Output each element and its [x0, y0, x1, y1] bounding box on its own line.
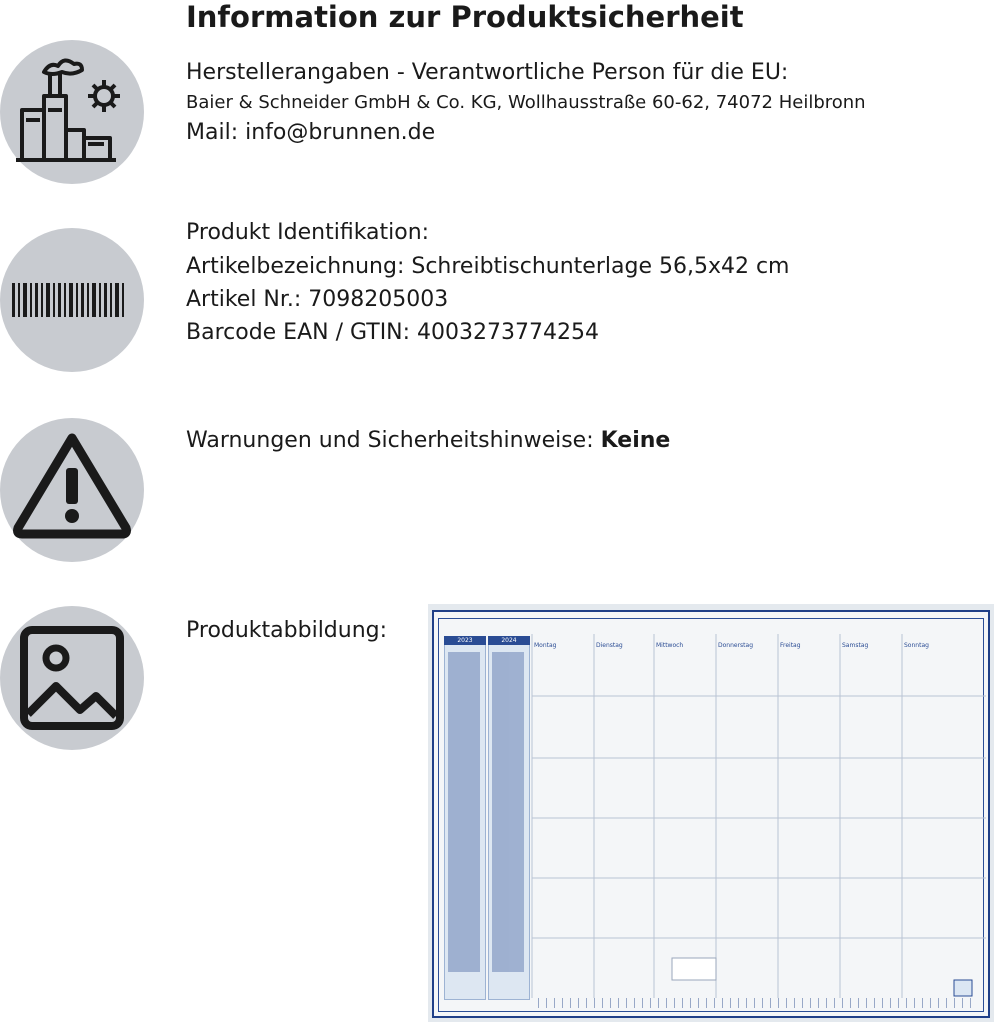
ruler	[538, 998, 978, 1008]
product-number: Artikel Nr.: 7098205003	[186, 287, 449, 312]
week-grid	[434, 612, 992, 1020]
day-label-5: Freitag	[780, 642, 801, 649]
image-icon-circle	[0, 606, 144, 750]
warnings-value: Keine	[600, 428, 671, 453]
product-image	[428, 604, 994, 1022]
product-id-heading: Produkt Identifikation:	[186, 220, 430, 245]
product-name: Artikelbezeichnung: Schreibtischunterlage 56,5x42 cm	[186, 254, 790, 279]
warnings-line	[186, 428, 670, 453]
manufacturer-mail: Mail: info@brunnen.de	[186, 120, 436, 145]
image-icon	[0, 606, 144, 750]
manufacturer-address: Baier & Schneider GmbH & Co. KG, Wollhausstraße 60-62, 74072 Heilbronn	[186, 92, 866, 113]
day-label-6: Samstag	[842, 642, 869, 649]
year-label-1: 2023	[444, 636, 486, 645]
manufacturer-heading: Herstellerangaben - Verantwortliche Person für die EU:	[186, 60, 789, 85]
image-section-label: Produktabbildung:	[186, 618, 388, 643]
desk-pad	[432, 610, 990, 1018]
day-label-1: Montag	[534, 642, 557, 649]
page-title: Information zur Produktsicherheit	[186, 0, 744, 34]
barcode-icon	[0, 228, 144, 372]
day-label-2: Dienstag	[596, 642, 623, 649]
warning-icon-circle	[0, 418, 144, 562]
factory-icon	[0, 40, 144, 184]
barcode-icon-circle	[0, 228, 144, 372]
product-barcode: Barcode EAN / GTIN: 4003273774254	[186, 320, 600, 345]
day-label-4: Donnerstag	[718, 642, 754, 649]
warnings-label: Warnungen und Sicherheitshinweise:	[186, 428, 601, 453]
factory-icon-circle	[0, 40, 144, 184]
year-label-2: 2024	[488, 636, 530, 645]
day-label-3: Mittwoch	[656, 642, 684, 649]
day-label-7: Sonntag	[904, 642, 929, 649]
warning-icon	[0, 418, 144, 562]
